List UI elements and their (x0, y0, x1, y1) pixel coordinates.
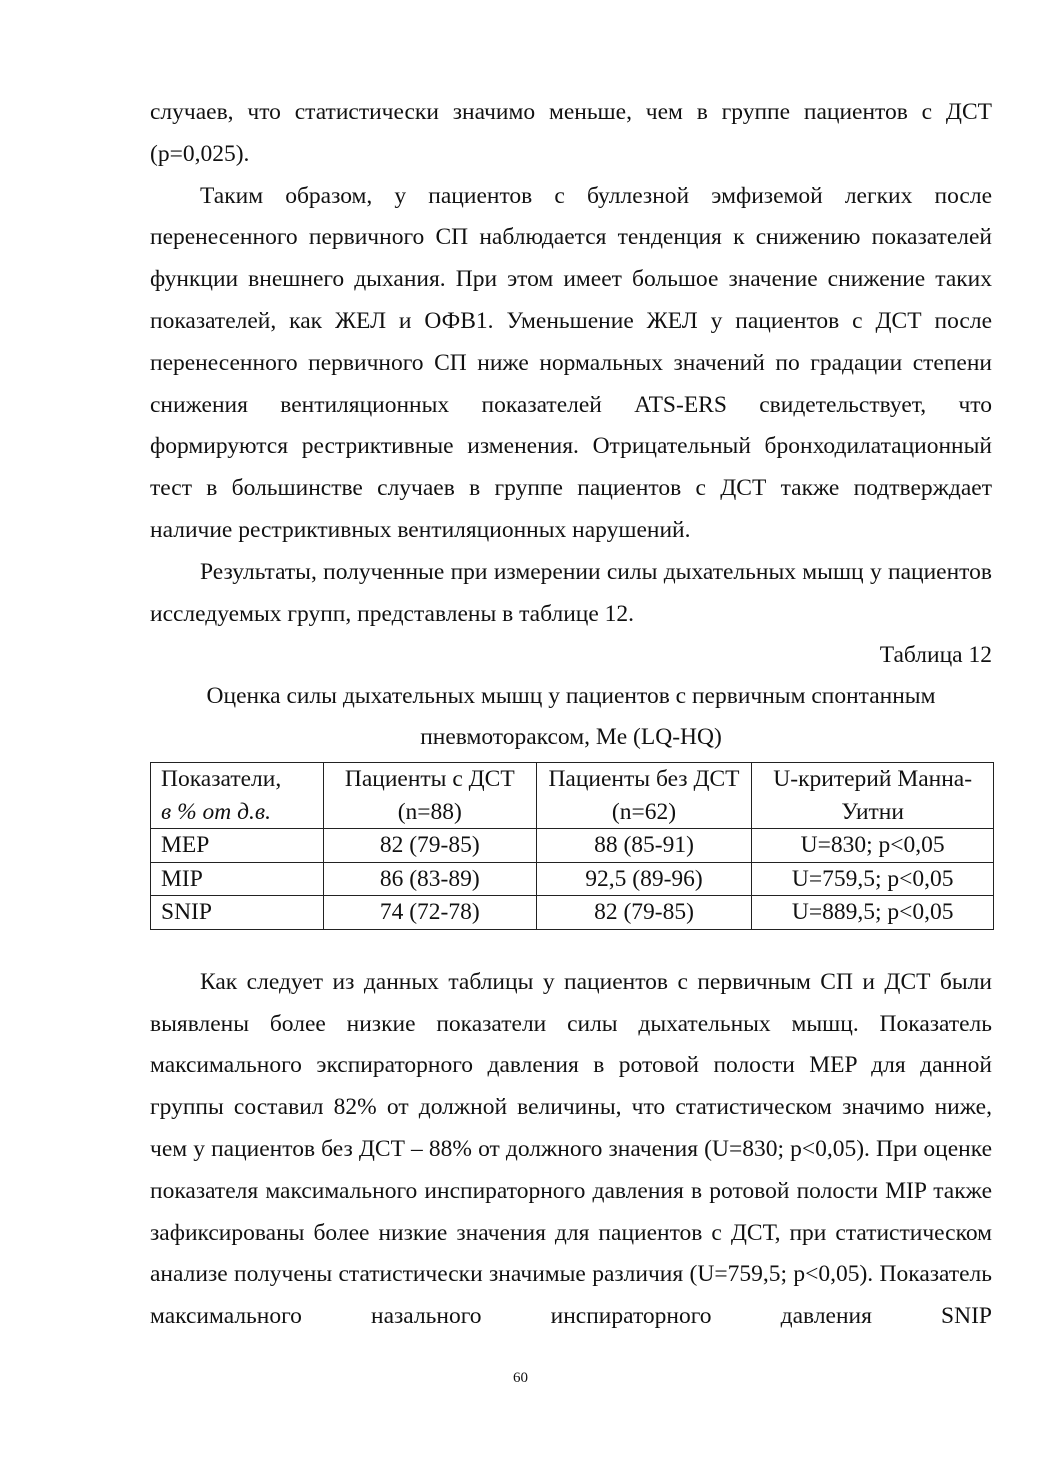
cell-with-cts: 74 (72-78) (323, 896, 536, 930)
row-label: MEP (151, 829, 324, 863)
paragraph-conclusion: Таким образом, у пациентов с буллезной эмфиземой легких после перенесенного первичного СП наблюдается тенденция к снижению показателей функции внешнего дыхания. При этом имеет большое значение снижение таких показателей, как ЖЕЛ и ОФВ1. Уменьшение ЖЕЛ у пациентов с ДСТ после перенесенного первичного СП ниже нормальных значений по градации степени снижения вентиляционных показателей ATS-ERS свидетельствует, что формируются рестриктивные изменения. Отрицательный бронходилатационный тест в большинстве случаев в группе пациентов с ДСТ также подтверждает наличие рестриктивных вентиляционных нарушений. (150, 182, 992, 543)
cell-u-test: U=759,5; p<0,05 (752, 862, 994, 896)
cell-without-cts: 82 (79-85) (536, 896, 752, 930)
table-title-line1: Оценка силы дыхательных мышц у пациентов с первичным спонтанным (206, 683, 936, 710)
row-label: SNIP (151, 896, 324, 930)
cell-with-cts: 82 (79-85) (323, 829, 536, 863)
respiratory-muscle-table (150, 762, 994, 930)
cell-without-cts: 88 (85-91) (536, 829, 752, 863)
table-header-row (151, 763, 994, 829)
header-indicators: Показатели, в % от д.в. (151, 763, 324, 829)
header-patients-without-cts: Пациенты без ДСТ (n=62) (536, 763, 752, 829)
document-page (150, 92, 992, 1338)
table-number: Таблица 12 (879, 642, 992, 669)
cell-u-test: U=889,5; p<0,05 (752, 896, 994, 930)
header-patients-with-cts: Пациенты с ДСТ (n=88) (323, 763, 536, 829)
table-row (151, 862, 994, 896)
page-number: 60 (513, 1370, 528, 1386)
paragraph-table-discussion: Как следует из данных таблицы у пациентов с первичным СП и ДСТ были выявлены более низкие показатели силы дыхательных мышц. Показатель максимального экспираторного давления в ротовой полости MEP для данной группы составил 82% от должной величины, что статистическом значимо ниже, чем у пациентов без ДСТ – 88% от должного значения (U=830; p<0,05). При оценке показателя максимального инспираторного давления в ротовой полости MIP также зафиксированы более низкие значения для пациентов с ДСТ, при статистическом анализе получены статистически значимые различия (U=759,5; p<0,05). Показатель максимального назального инспираторного давления SNIP (150, 968, 992, 1330)
cell-without-cts: 92,5 (89-96) (536, 862, 752, 896)
table-row (151, 896, 994, 930)
cell-u-test: U=830; p<0,05 (752, 829, 994, 863)
paragraph-table-intro: Результаты, полученные при измерении силы дыхательных мышц у пациентов исследуемых групп, представлены в таблице 12. (150, 558, 992, 627)
row-label: MIP (151, 862, 324, 896)
table-row (151, 829, 994, 863)
cell-with-cts: 86 (83-89) (323, 862, 536, 896)
table-title-line2: пневмотораксом, Me (LQ-HQ) (420, 724, 722, 751)
header-mann-whitney: U-критерий Манна- Уитни (752, 763, 994, 829)
paragraph-continuation: случаев, что статистически значимо меньше, чем в группе пациентов с ДСТ (p=0,025). (150, 99, 992, 167)
